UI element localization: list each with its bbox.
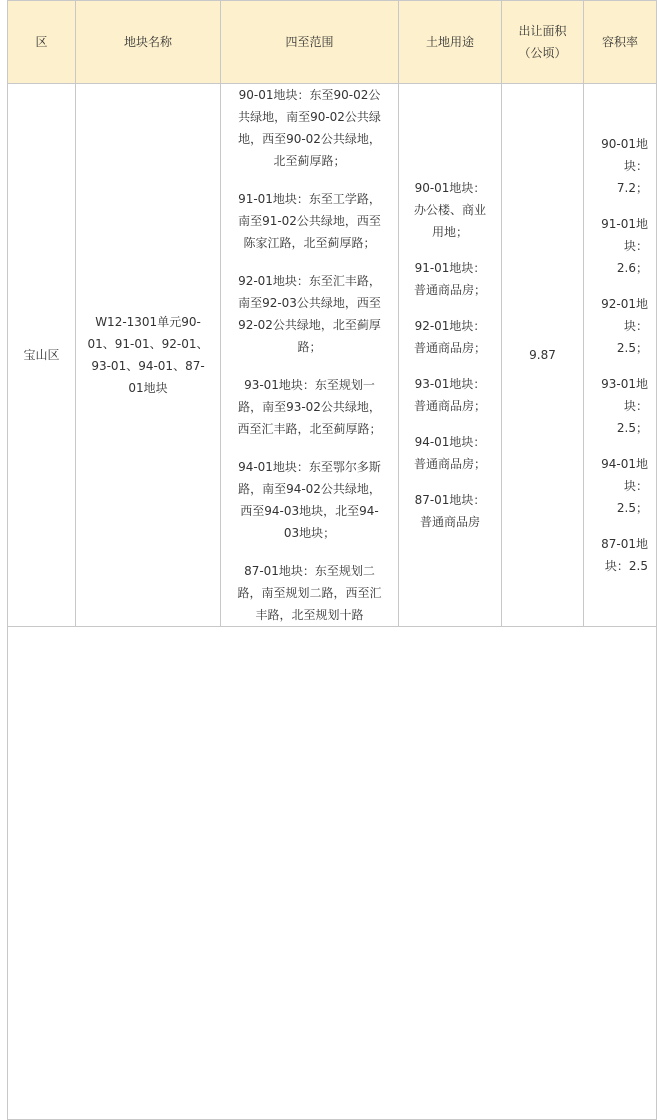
cell-far	[584, 84, 657, 627]
cell-parcel-name	[76, 84, 221, 627]
land-parcel-table	[7, 0, 657, 1120]
boundary-item: 87-01地块：东至规划二路，南至规划二路，西至汇丰路，北至规划十路	[237, 564, 382, 622]
far-list	[584, 133, 656, 577]
table-row	[8, 84, 657, 627]
boundaries-list	[221, 84, 398, 626]
area-value: 9.87	[529, 348, 556, 362]
far-item: 94-01地块：2.5；	[601, 457, 648, 515]
cell-area	[502, 84, 584, 627]
boundary-item: 91-01地块：东至工学路，南至91-02公共绿地，西至陈家江路，北至蓟厚路；	[238, 192, 381, 250]
cell-land-use	[399, 84, 502, 627]
header-district: 区	[8, 1, 76, 84]
land-use-item: 87-01地块：普通商品房	[414, 493, 486, 529]
header-area	[502, 1, 584, 84]
header-parcel-name: 地块名称	[76, 1, 221, 84]
header-boundaries: 四至范围	[221, 1, 399, 84]
land-use-item: 91-01地块：普通商品房；	[413, 261, 486, 297]
district-value: 宝山区	[23, 348, 60, 362]
boundary-item: 93-01地块：东至规划一路，南至93-02公共绿地，西至汇丰路，北至蓟厚路；	[237, 378, 382, 436]
header-row	[8, 1, 657, 84]
far-item: 90-01地块：7.2；	[601, 137, 648, 195]
land-use-item: 93-01地块：普通商品房；	[413, 377, 486, 413]
land-use-item: 90-01地块：办公楼、商业用地；	[413, 181, 486, 239]
partial-next-row-cell	[8, 627, 657, 1120]
header-far: 容积率	[584, 1, 657, 84]
boundary-item: 90-01地块：东至90-02公共绿地，南至90-02公共绿地，西至90-02公共绿地，北至蓟厚路；	[238, 88, 381, 168]
parcel-name-value: W12-1301单元90-01、91-01、92-01、93-01、94-01、87-01地块	[87, 315, 209, 395]
cell-district	[8, 84, 76, 627]
partial-next-row	[8, 627, 657, 1120]
far-item: 93-01地块：2.5；	[601, 377, 648, 435]
land-use-item: 92-01地块：普通商品房；	[413, 319, 486, 355]
land-use-item: 94-01地块：普通商品房；	[413, 435, 486, 471]
boundary-item: 92-01地块：东至汇丰路，南至92-03公共绿地，西至92-02公共绿地，北至蓟厚路；	[238, 274, 381, 354]
far-item: 91-01地块：2.6；	[601, 217, 648, 275]
boundary-item: 94-01地块：东至鄂尔多斯路，南至94-02公共绿地，西至94-03地块，北至94-03地块；	[238, 460, 381, 540]
header-land-use: 土地用途	[399, 1, 502, 84]
far-item: 92-01地块：2.5；	[601, 297, 648, 355]
cell-boundaries	[221, 84, 399, 627]
land-use-list	[399, 177, 501, 533]
header-area-label: 出让面积（公顷）	[518, 24, 567, 60]
far-item: 87-01地块：2.5	[601, 537, 648, 573]
